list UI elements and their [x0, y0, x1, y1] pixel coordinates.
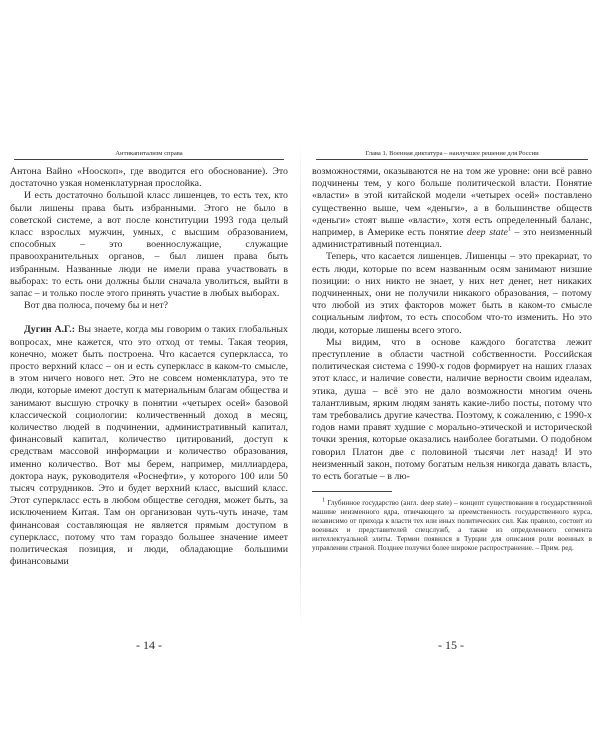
running-head-left: Антикапитализм справа	[14, 150, 284, 160]
footnote-text: Глубинное государство (англ. deep state) – концепт существования в государственной машине неизменного ядра, отвечающего за преемственность государственного курса, независимо от прихода к власти тех или иных политических сил. Как правило, состоит из военных и представителей спецслужб, а также из определенного сегмента интеллектуальной элиты. Термин появился в Турции для описания роли военных в управлении страной. Позднее получил более широкое распространение. – Прим. ред.	[312, 499, 593, 552]
footnote-number: 1	[322, 498, 325, 505]
speaker-paragraph	[10, 324, 288, 568]
speaker-name: Дугин А.Г.:	[24, 324, 75, 336]
paragraph: И есть достаточно большой класс лишенцев, то есть тех, кто были лишены права быть избранными. Этого не было в советской системе, а вот после конституции 1993 года целый класс взрослых мужчин, умных, с высшим образованием, способных – это военнослужащие, служащие правоохранительных органов, – был лишен права быть избранным. Названные люди не имели права участвовать в выборах: то есть они должны были сначала уволиться, выйти в запас – и только после этого принять участие в любых выборах.	[10, 190, 288, 300]
left-page	[4, 150, 294, 620]
paragraph: Теперь, что касается лишенцев. Лишенцы – это прекариат, то есть люди, которые по всем названным осям занимают низшие позиции: о них никто не знает, у них нет денег, нет никаких подчиненных, они не получили никакого образования, – потому что любой из этих факторов может быть в каком-то смысле социальным лифтом, то есть способом что-то изменить. Но это люди, которые лишены всего этого.	[312, 251, 592, 336]
paragraph: Мы видим, что в основе каждого богатства лежит преступление в области частной собственности. Российская политическая система с 1990-х годов формирует на наших глазах этот класс, и наличие совести, наличие верности своим идеалам, этика, душа – всё это не дало возможности многим очень талантливым, ярким людям занять какие-либо посты, потому что там требовались другие качества. Поэтому, к сожалению, с 1990-х годов нами правят худшие с морально-этической и исторической точки зрения, которые оказались наиболее богатыми. О подобном говорил Платон две с половиной тысячи лет назад! И это неизменный закон, потому богатым нельзя никогда давать власть, то есть богатые – в лю-	[312, 336, 592, 483]
page-number-right: - 15 -	[438, 638, 464, 652]
right-page	[306, 150, 596, 620]
running-head-right: Глава 1. Военная диктатура – наилучшее решение для России	[316, 150, 588, 160]
footnote	[312, 499, 592, 552]
paragraph: Вот два полюса, почему бы и нет?	[24, 300, 169, 312]
paragraph-end: – это неизменный административный потенциал.	[312, 227, 593, 251]
footnote-marker: 1	[507, 226, 511, 233]
footnote-divider	[312, 491, 392, 492]
right-page-text	[312, 166, 592, 483]
paragraph: Антона Вайно «Нооскоп», где вводится его обоснование). Это достаточно узкая номенклатурная прослойка.	[10, 166, 288, 190]
page-number-left: - 14 -	[136, 638, 162, 652]
paragraph-start: возможностями, оказываются не на том же уровне: они всё равно подчинены тем, у кого больше политической власти. Понятие «власти» в этой китайской модели «четырех осей» поставлено существенно выше, чем «деньги», а в большинстве обществ «деньги» стоят выше «власти», хотя есть определенный баланс, например, в Америке есть понятие	[312, 166, 592, 239]
book-spine	[300, 140, 301, 630]
paragraph	[312, 166, 592, 251]
left-page-text	[10, 166, 288, 569]
speech-text: Вы знаете, когда мы говорим о таких глобальных вопросах, мне кажется, что это отход от темы. Такая теория, конечно, может быть построена. Что касается суперкласса, то просто верхний класс – он и есть суперкласс в каком-то смысле, в этом ничего нового нет. Это не совсем номенклатура, это те люди, которые имеют доступ к материальным благам общества и занимают высшую строчку в понятии «четырех осей» базовой классической социологии: количественный доход в месяц, количество людей в подчинении, административный капитал, финансовый капитал, количество цитирований, доступ к средствам массовой информации и количество образования, именно количество. Вот мы берем, например, миллиардера, доктора наук, руководителя «Роснефти», у которого 100 или 50 тысяч сотрудников. Это и будет верхний класс, высший класс. Этот суперкласс есть в любом обществе сегодня, может быть, за исключением Китая. Там он организован чуть-чуть иначе, там финансовая составляющая не является прямым доступом в суперкласс, потому что там гораздо большее значение имеет политическая позиция, и люди, обладающие большими финансовыми	[10, 324, 288, 568]
deep-state-term: deep state	[466, 227, 508, 239]
